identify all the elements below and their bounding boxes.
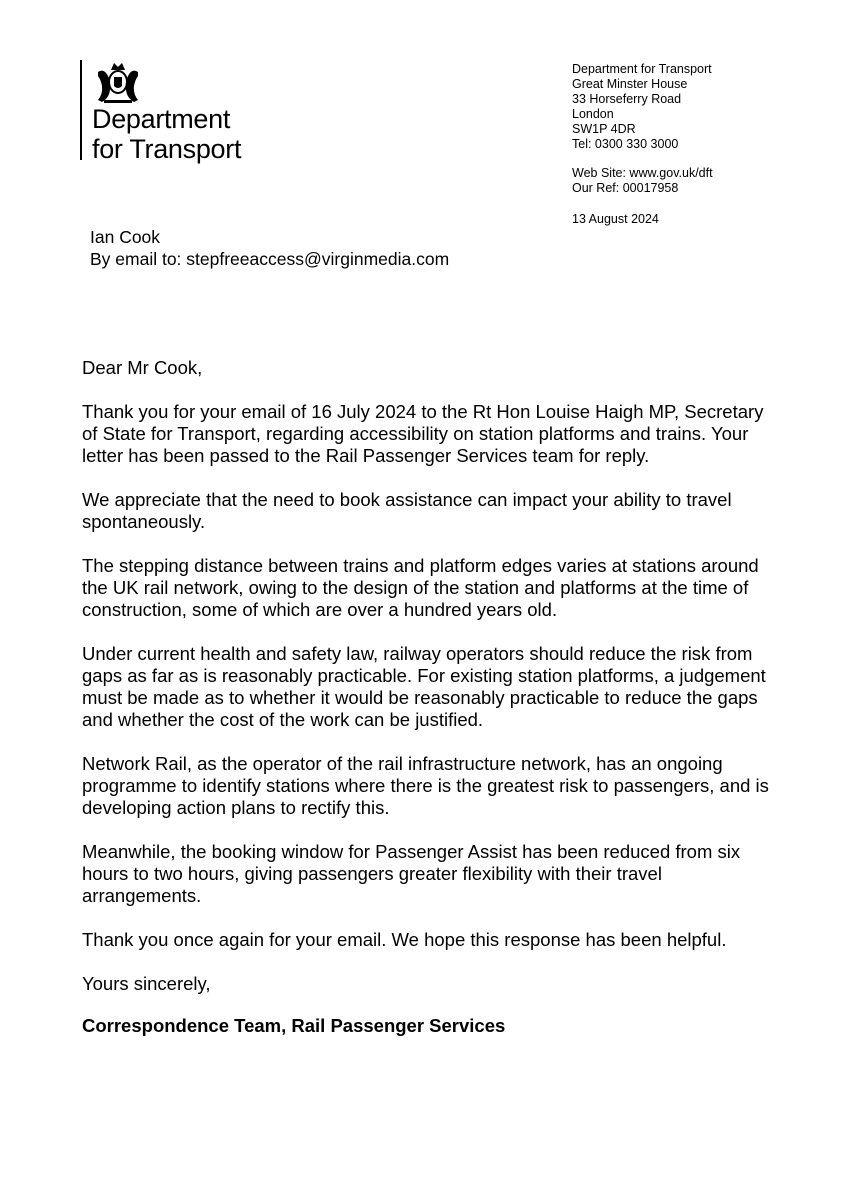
salutation: Dear Mr Cook, bbox=[82, 357, 203, 378]
letter-body bbox=[82, 357, 772, 1059]
body-paragraph: We appreciate that the need to book assistance can impact your ability to travel spontaneously. bbox=[82, 489, 732, 532]
logo-line-2: for Transport bbox=[92, 134, 242, 164]
address-line: 33 Horseferry Road bbox=[572, 92, 682, 106]
address-website: Web Site: www.gov.uk/dft bbox=[572, 166, 713, 180]
body-paragraph: Network Rail, as the operator of the rail infrastructure network, has an ongoing programme to identify stations where there is the greatest risk to passengers, and is developing action plans to rectify this. bbox=[82, 753, 769, 818]
address-line: SW1P 4DR bbox=[572, 122, 636, 136]
logo-line-1: Department bbox=[92, 104, 231, 134]
body-paragraph: The stepping distance between trains and platform edges varies at stations around the UK rail network, owing to the design of the station and platforms at the time of construction, some of which are over a hundred years old. bbox=[82, 555, 759, 620]
body-paragraph: Thank you for your email of 16 July 2024 to the Rt Hon Louise Haigh MP, Secretary of State for Transport, regarding accessibility on station platforms and trains. Your letter has been passed to the Rail Passenger Services team for reply. bbox=[82, 401, 764, 466]
recipient-name: Ian Cook bbox=[90, 227, 161, 247]
closing: Yours sincerely, bbox=[82, 973, 211, 994]
recipient-block bbox=[90, 226, 449, 270]
address-line: London bbox=[572, 107, 614, 121]
signature: Correspondence Team, Rail Passenger Services bbox=[82, 1015, 506, 1036]
body-paragraph: Thank you once again for your email. We hope this response has been helpful. bbox=[82, 929, 727, 950]
recipient-email-line: By email to: stepfreeaccess@virginmedia.com bbox=[90, 249, 450, 269]
letter-date: 13 August 2024 bbox=[572, 212, 659, 226]
reference-number: Our Ref: 00017958 bbox=[572, 181, 679, 195]
royal-crest-icon bbox=[90, 60, 146, 106]
logo-divider bbox=[80, 60, 82, 160]
body-paragraph: Meanwhile, the booking window for Passenger Assist has been reduced from six hours to two hours, giving passengers greater flexibility with their travel arrangements. bbox=[82, 841, 741, 906]
address-line: Department for Transport bbox=[572, 62, 712, 76]
body-paragraph: Under current health and safety law, railway operators should reduce the risk from gaps as far as is reasonably practicable. For existing station platforms, a judgement must be made as to whether it would be reasonably practicable to reduce the gaps and whether the cost of the work can be justified. bbox=[82, 643, 766, 730]
address-telephone: Tel: 0300 330 3000 bbox=[572, 137, 679, 151]
sender-address-block bbox=[572, 62, 713, 227]
address-line: Great Minster House bbox=[572, 77, 688, 91]
department-logo-text bbox=[92, 104, 241, 164]
